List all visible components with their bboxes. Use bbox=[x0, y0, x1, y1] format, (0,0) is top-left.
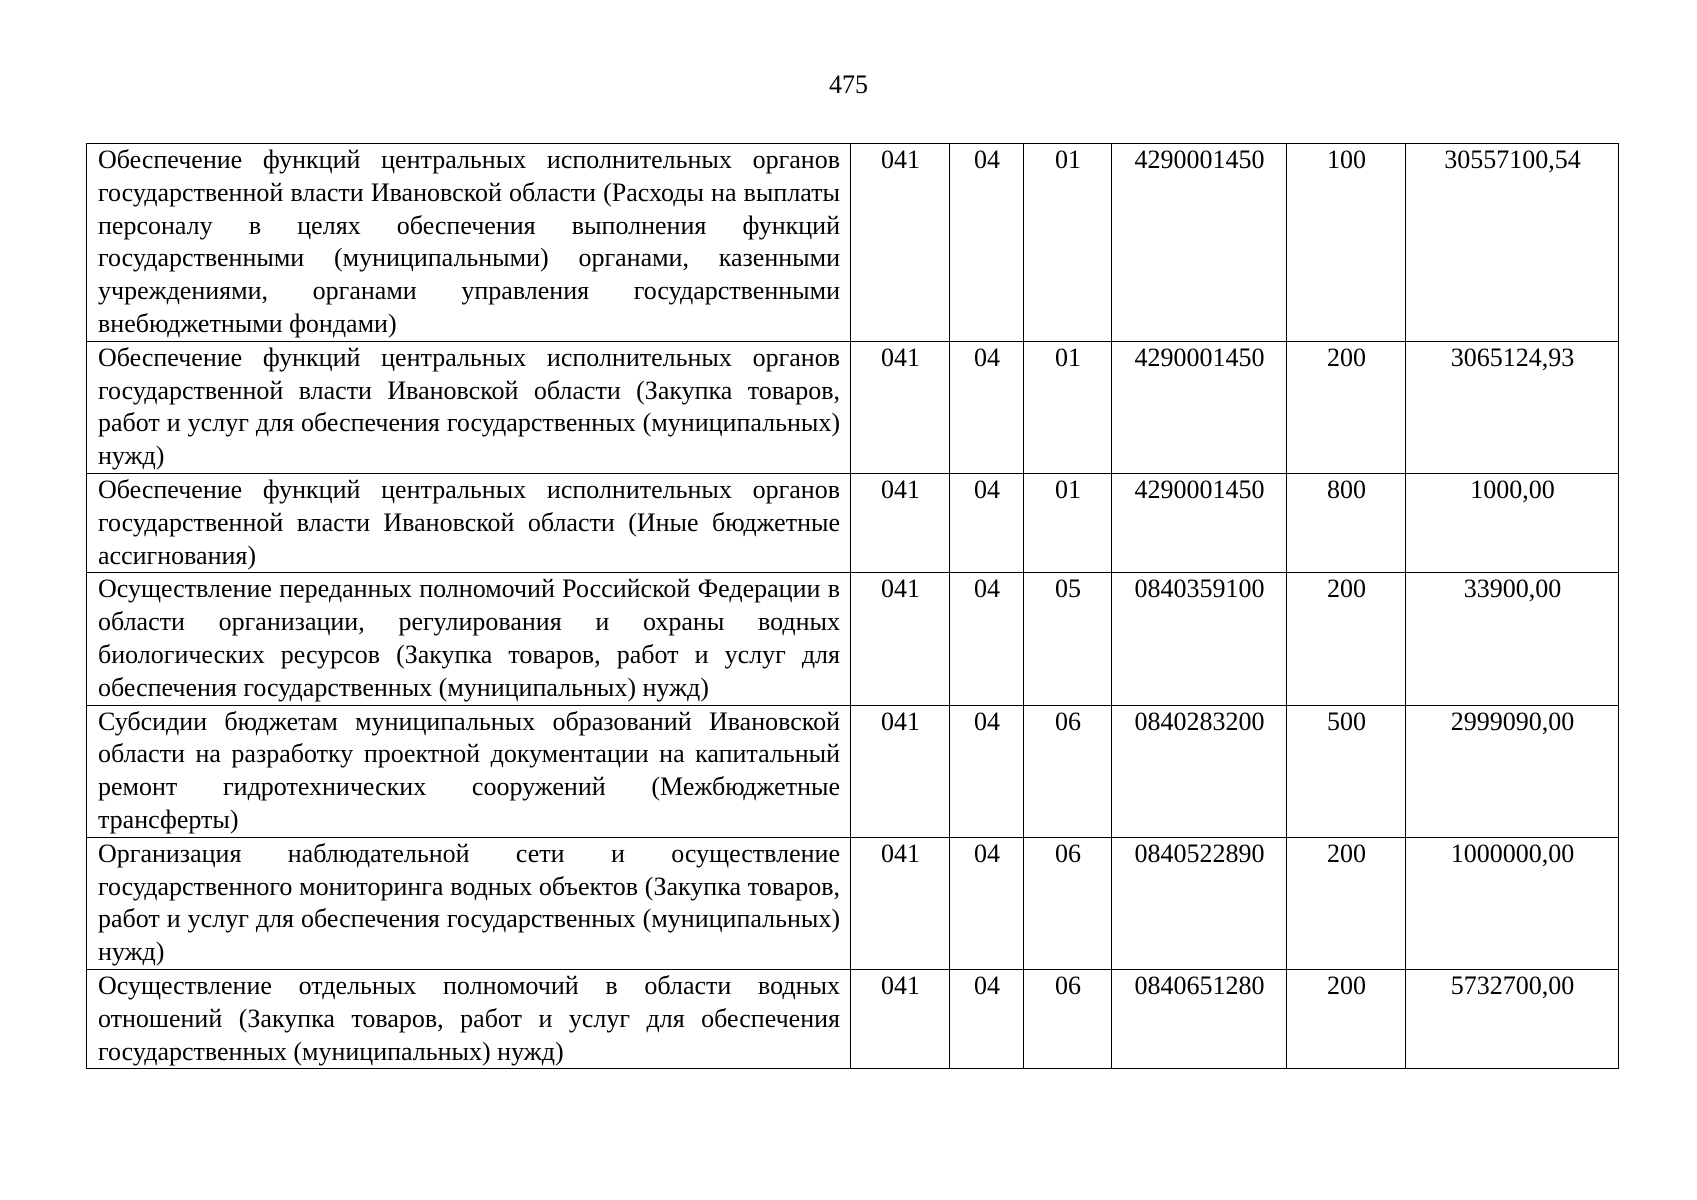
section-code: 04 bbox=[950, 705, 1024, 837]
amount-value: 5732700,00 bbox=[1406, 969, 1619, 1068]
section-code: 04 bbox=[950, 341, 1024, 473]
amount-value: 30557100,54 bbox=[1406, 144, 1619, 342]
table-row bbox=[87, 969, 1619, 1068]
ministry-code: 041 bbox=[851, 473, 950, 572]
table-row bbox=[87, 473, 1619, 572]
ministry-code: 041 bbox=[851, 837, 950, 969]
table-row bbox=[87, 837, 1619, 969]
subsection-code: 06 bbox=[1024, 969, 1112, 1068]
target-article-code: 0840359100 bbox=[1112, 573, 1287, 705]
table-row bbox=[87, 341, 1619, 473]
section-code: 04 bbox=[950, 837, 1024, 969]
section-code: 04 bbox=[950, 573, 1024, 705]
expense-type-code: 500 bbox=[1287, 705, 1406, 837]
table-row bbox=[87, 573, 1619, 705]
row-description: Субсидии бюджетам муниципальных образований Ивановской области на разработку проектной документации на капитальный ремонт гидротехнических сооружений (Межбюджетные трансферты) bbox=[87, 705, 851, 837]
table-row bbox=[87, 144, 1619, 342]
expense-type-code: 200 bbox=[1287, 969, 1406, 1068]
row-description: Обеспечение функций центральных исполнительных органов государственной власти Ивановской области (Иные бюджетные ассигнования) bbox=[87, 473, 851, 572]
ministry-code: 041 bbox=[851, 969, 950, 1068]
section-code: 04 bbox=[950, 144, 1024, 342]
ministry-code: 041 bbox=[851, 573, 950, 705]
expense-type-code: 100 bbox=[1287, 144, 1406, 342]
amount-value: 33900,00 bbox=[1406, 573, 1619, 705]
table-row bbox=[87, 705, 1619, 837]
row-description: Организация наблюдательной сети и осуществление государственного мониторинга водных объектов (Закупка товаров, работ и услуг для обеспечения государственных (муниципальных) нужд) bbox=[87, 837, 851, 969]
subsection-code: 01 bbox=[1024, 144, 1112, 342]
amount-value: 2999090,00 bbox=[1406, 705, 1619, 837]
expense-type-code: 200 bbox=[1287, 573, 1406, 705]
row-description: Осуществление переданных полномочий Российской Федерации в области организации, регулирования и охраны водных биологических ресурсов (Закупка товаров, работ и услуг для обеспечения государственных (муниципальных) нужд) bbox=[87, 573, 851, 705]
subsection-code: 06 bbox=[1024, 705, 1112, 837]
subsection-code: 06 bbox=[1024, 837, 1112, 969]
budget-table bbox=[86, 143, 1619, 1069]
section-code: 04 bbox=[950, 473, 1024, 572]
amount-value: 1000,00 bbox=[1406, 473, 1619, 572]
amount-value: 1000000,00 bbox=[1406, 837, 1619, 969]
ministry-code: 041 bbox=[851, 705, 950, 837]
target-article-code: 0840651280 bbox=[1112, 969, 1287, 1068]
target-article-code: 0840522890 bbox=[1112, 837, 1287, 969]
target-article-code: 4290001450 bbox=[1112, 341, 1287, 473]
expense-type-code: 200 bbox=[1287, 341, 1406, 473]
row-description: Обеспечение функций центральных исполнительных органов государственной власти Ивановской области (Закупка товаров, работ и услуг для обеспечения государственных (муниципальных) нужд) bbox=[87, 341, 851, 473]
section-code: 04 bbox=[950, 969, 1024, 1068]
subsection-code: 01 bbox=[1024, 341, 1112, 473]
target-article-code: 4290001450 bbox=[1112, 144, 1287, 342]
subsection-code: 01 bbox=[1024, 473, 1112, 572]
page-number: 475 bbox=[829, 70, 868, 99]
expense-type-code: 200 bbox=[1287, 837, 1406, 969]
row-description: Обеспечение функций центральных исполнительных органов государственной власти Ивановской области (Расходы на выплаты персоналу в целях обеспечения выполнения функций государственными (муниципальными) органами, казенными учреждениями, органами управления государственными внебюджетными фондами) bbox=[87, 144, 851, 342]
amount-value: 3065124,93 bbox=[1406, 341, 1619, 473]
ministry-code: 041 bbox=[851, 341, 950, 473]
expense-type-code: 800 bbox=[1287, 473, 1406, 572]
ministry-code: 041 bbox=[851, 144, 950, 342]
target-article-code: 4290001450 bbox=[1112, 473, 1287, 572]
target-article-code: 0840283200 bbox=[1112, 705, 1287, 837]
row-description: Осуществление отдельных полномочий в области водных отношений (Закупка товаров, работ и услуг для обеспечения государственных (муниципальных) нужд) bbox=[87, 969, 851, 1068]
subsection-code: 05 bbox=[1024, 573, 1112, 705]
